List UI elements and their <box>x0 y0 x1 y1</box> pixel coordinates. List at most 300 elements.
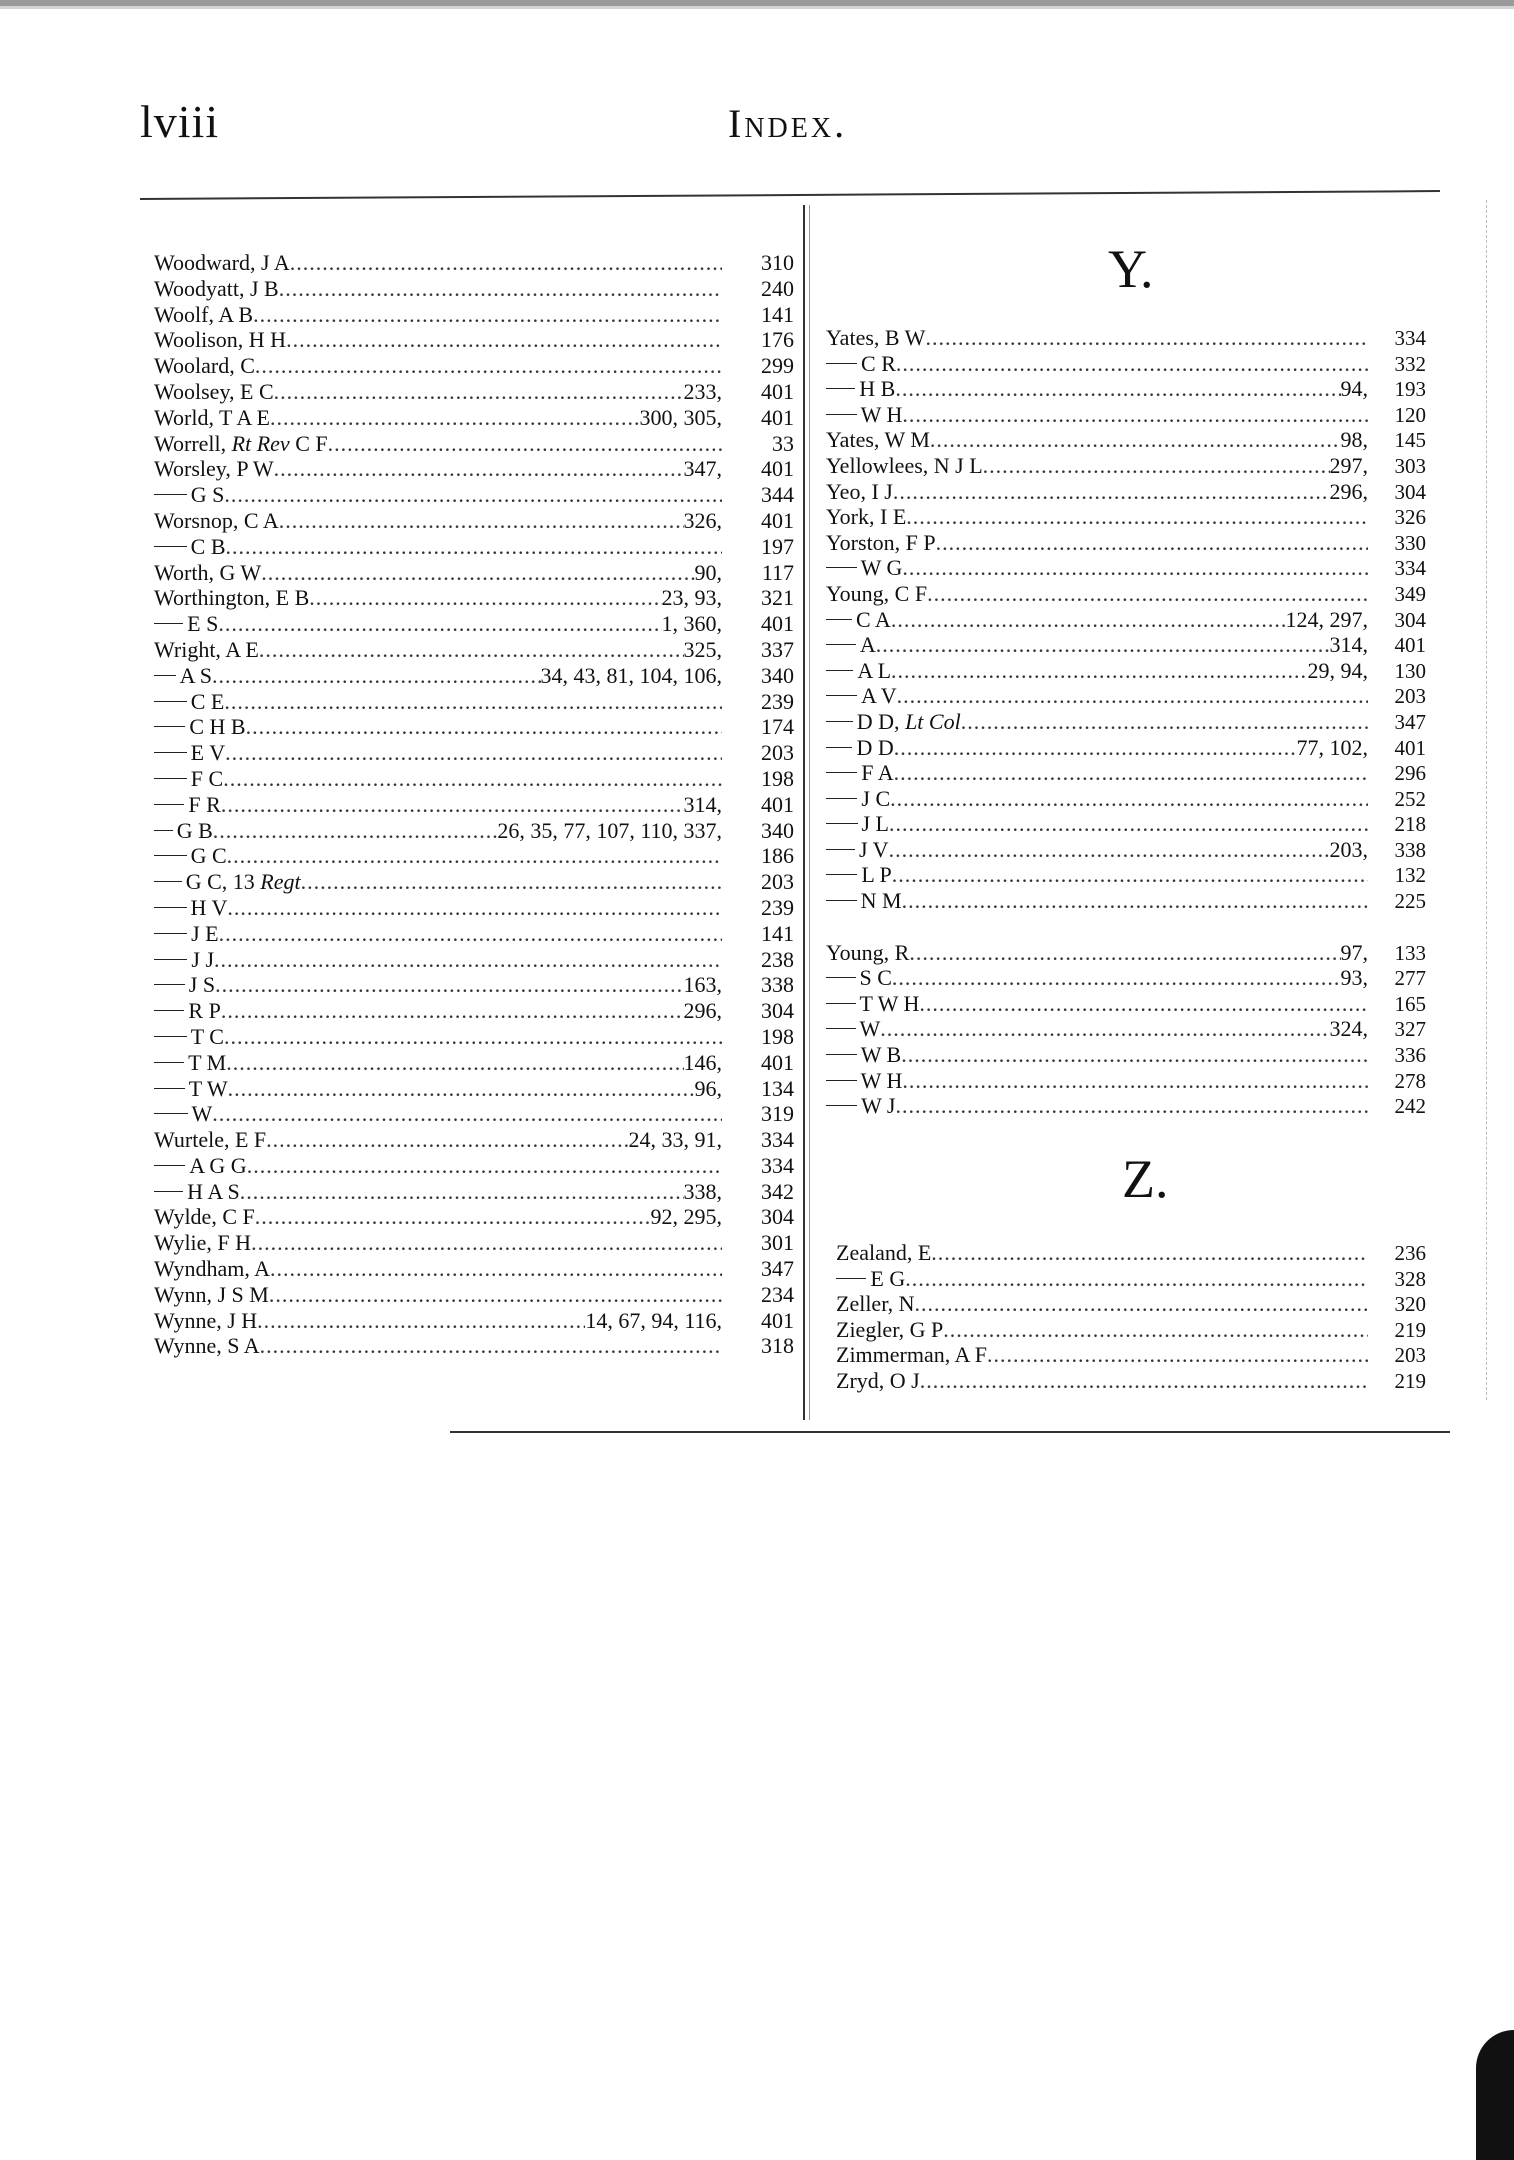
dot-leader <box>915 1291 1368 1317</box>
index-entry <box>826 1068 1426 1094</box>
index-entry <box>154 1256 794 1282</box>
entry-name: J L <box>861 811 889 837</box>
entry-page: 304 <box>1394 607 1426 632</box>
index-entry <box>154 1153 794 1179</box>
index-entry <box>826 530 1426 556</box>
entry-page: 401 <box>761 1307 794 1333</box>
index-entry <box>826 427 1426 453</box>
dot-leader <box>214 947 722 973</box>
entry-name: G C, 13 Regt <box>185 869 301 895</box>
ditto-dash <box>154 932 187 934</box>
ditto-dash <box>826 413 857 415</box>
entry-name: R P <box>188 998 221 1024</box>
ditto-dash <box>826 848 855 850</box>
index-entry <box>826 479 1426 505</box>
entry-name: H A S <box>187 1178 240 1204</box>
index-entry <box>826 940 1426 966</box>
entry-refs: 326, <box>683 507 722 533</box>
entry-name: C B <box>190 533 226 559</box>
index-entry <box>154 1179 794 1205</box>
scan-top-edge-shadow <box>0 6 1514 9</box>
ditto-dash <box>154 1164 185 1166</box>
entry-page: 334 <box>761 1152 794 1178</box>
entry-page: 338 <box>761 972 794 998</box>
entry-refs: 297, <box>1329 452 1368 478</box>
ditto-dash <box>154 545 187 547</box>
entry-name: W H <box>860 401 903 427</box>
dot-leader <box>240 1179 684 1205</box>
entry-page: 203 <box>761 869 794 895</box>
entry-refs: 314, <box>1329 632 1368 658</box>
entry-page: 203 <box>1394 1343 1426 1368</box>
ditto-dash <box>826 746 852 748</box>
entry-page: 318 <box>761 1333 794 1359</box>
dot-leader <box>920 1368 1368 1394</box>
entry-page: 303 <box>1394 453 1426 478</box>
entry-refs: 90, <box>694 559 722 585</box>
entry-name: Wurtele, E F <box>154 1127 267 1153</box>
dot-leader <box>893 479 1330 505</box>
entry-page: 401 <box>761 507 794 533</box>
entry-name: F A <box>861 760 894 786</box>
entry-page: 304 <box>761 998 794 1024</box>
entry-page: 340 <box>761 662 794 688</box>
dot-leader <box>902 888 1368 914</box>
entry-name: D D <box>856 734 894 760</box>
index-entry <box>826 735 1426 761</box>
entry-name: J E <box>191 920 219 946</box>
index-entry <box>154 689 794 715</box>
entry-name: Worrell, Rt Rev C F <box>154 430 328 456</box>
entry-page: 347 <box>761 1256 794 1282</box>
ditto-dash <box>154 751 187 753</box>
index-entry <box>154 1308 794 1334</box>
entry-page: 278 <box>1394 1068 1426 1093</box>
column-divider-secondary <box>809 205 810 1420</box>
index-entry <box>154 766 794 792</box>
entry-name: W B <box>860 1042 902 1068</box>
entry-refs: 146, <box>683 1049 722 1075</box>
dot-leader <box>892 862 1368 888</box>
entry-page: 320 <box>1394 1292 1426 1317</box>
entry-refs: 24, 33, 91, <box>628 1127 722 1153</box>
dot-leader <box>247 1153 722 1179</box>
entry-page: 330 <box>1394 530 1426 555</box>
index-entry <box>154 998 794 1024</box>
entry-name: E S <box>187 611 219 637</box>
entry-page: 334 <box>761 1127 794 1153</box>
ditto-dash <box>154 854 187 856</box>
entry-page: 401 <box>761 1049 794 1075</box>
entry-name: W G <box>860 555 903 581</box>
entry-refs: 203, <box>1329 836 1368 862</box>
index-entry <box>154 405 794 431</box>
entry-page: 401 <box>761 378 794 404</box>
entry-name: N M <box>860 888 902 914</box>
ditto-dash <box>154 803 184 805</box>
entry-name: Zimmerman, A F <box>836 1342 987 1368</box>
ditto-dash <box>826 387 855 389</box>
entry-page: 321 <box>761 585 794 611</box>
index-entry <box>154 482 794 508</box>
page-title: Index. <box>728 101 848 146</box>
dot-leader <box>931 1240 1368 1266</box>
entry-page: 134 <box>761 1075 794 1101</box>
index-entry <box>826 555 1426 581</box>
entry-name: E V <box>190 740 226 766</box>
entry-name: J S <box>188 972 216 998</box>
entry-name: A G G <box>189 1152 247 1178</box>
entry-refs: 23, 93, <box>661 585 722 611</box>
dot-leader <box>253 302 722 328</box>
index-entry <box>154 276 794 302</box>
dot-leader <box>228 1076 695 1102</box>
entry-refs: 325, <box>683 636 722 662</box>
index-entry <box>154 1333 794 1359</box>
entry-name: F C <box>190 765 224 791</box>
ditto-dash <box>154 777 187 779</box>
dot-leader <box>896 351 1368 377</box>
entry-name: Wynne, J H <box>154 1307 258 1333</box>
dot-leader <box>270 1256 722 1282</box>
entry-page: 219 <box>1394 1317 1426 1342</box>
entry-name: W J <box>861 1093 896 1119</box>
index-entry <box>826 683 1426 709</box>
ditto-dash <box>154 622 183 624</box>
dot-leader <box>897 683 1368 709</box>
index-entry <box>836 1317 1426 1343</box>
dot-leader <box>890 786 1368 812</box>
ditto-dash <box>826 720 853 722</box>
entry-refs: 97, <box>1340 939 1368 965</box>
ditto-dash <box>154 1087 185 1089</box>
entry-name: Wyndham, A <box>154 1256 270 1282</box>
dot-leader <box>891 658 1307 684</box>
index-entry <box>826 632 1426 658</box>
entry-page: 165 <box>1394 991 1426 1016</box>
ditto-dash <box>154 700 187 702</box>
index-entry <box>826 325 1426 351</box>
entry-page: 117 <box>761 559 794 585</box>
index-entry <box>154 611 794 637</box>
index-entry <box>826 1016 1426 1042</box>
dot-leader <box>224 482 722 508</box>
index-entry <box>836 1342 1426 1368</box>
dot-leader <box>902 402 1368 428</box>
entry-name: Yates, W M <box>826 427 930 453</box>
entry-page: 203 <box>1394 684 1426 709</box>
dot-leader <box>943 1317 1368 1343</box>
entry-name: Yorston, F P <box>826 529 936 555</box>
entry-page: 186 <box>761 843 794 869</box>
dot-leader <box>266 1127 628 1153</box>
entry-name: J J <box>191 946 215 972</box>
index-entry <box>154 740 794 766</box>
entry-name: Woolsey, E C <box>154 378 274 404</box>
dot-leader <box>269 1282 722 1308</box>
dot-leader <box>309 585 661 611</box>
ditto-dash <box>826 822 858 824</box>
ditto-dash <box>826 1104 857 1106</box>
index-entry <box>154 895 794 921</box>
index-entry <box>826 888 1426 914</box>
index-entry <box>154 560 794 586</box>
entry-refs: 124, 297, <box>1285 606 1368 632</box>
entry-refs: 347, <box>683 456 722 482</box>
entry-name: G B <box>176 817 213 843</box>
ditto-dash <box>826 899 857 901</box>
index-entry <box>154 843 794 869</box>
entry-page: 176 <box>761 327 794 353</box>
dot-leader <box>290 250 722 276</box>
index-entry <box>154 327 794 353</box>
ditto-dash <box>154 493 187 495</box>
ditto-dash <box>826 1079 857 1081</box>
entry-page: 401 <box>761 791 794 817</box>
index-entry <box>154 508 794 534</box>
entry-refs: 92, 295, <box>650 1204 722 1230</box>
index-entry <box>826 581 1426 607</box>
entry-page: 304 <box>1394 479 1426 504</box>
entry-name: C R <box>861 350 896 376</box>
dot-leader <box>902 555 1368 581</box>
entry-page: 133 <box>1394 940 1426 965</box>
entry-name: D D, Lt Col <box>856 708 961 734</box>
entry-refs: 296, <box>683 998 722 1024</box>
entry-name: Woolison, H H <box>154 327 287 353</box>
dot-leader <box>961 709 1368 735</box>
entry-name: Woolf, A B <box>154 301 254 327</box>
index-entry <box>154 456 794 482</box>
entry-name: Wylie, F H <box>154 1230 252 1256</box>
entry-name: A S <box>179 662 213 688</box>
page-folio: lviii <box>140 96 220 147</box>
entry-page: 299 <box>761 353 794 379</box>
index-entry <box>154 379 794 405</box>
entry-page: 344 <box>761 482 794 508</box>
entry-refs: 314, <box>683 791 722 817</box>
entry-refs: 163, <box>683 972 722 998</box>
ditto-dash <box>154 725 185 727</box>
entry-name: W <box>191 1101 213 1127</box>
dot-leader <box>212 1101 722 1127</box>
dot-leader <box>902 1068 1368 1094</box>
ditto-dash <box>826 643 856 645</box>
entry-page: 336 <box>1394 1043 1426 1068</box>
index-entry <box>826 402 1426 428</box>
index-entry <box>836 1240 1426 1266</box>
index-entry <box>836 1266 1426 1292</box>
index-entry <box>154 818 794 844</box>
entry-page: 132 <box>1394 863 1426 888</box>
ditto-dash <box>826 771 857 773</box>
ditto-dash <box>154 958 187 960</box>
entry-refs: 300, 305, <box>639 404 722 430</box>
dot-leader <box>328 431 722 457</box>
index-entry <box>154 869 794 895</box>
index-entry <box>154 921 794 947</box>
dot-leader <box>246 714 722 740</box>
entry-name: Worsnop, C A <box>154 507 279 533</box>
entry-page: 310 <box>761 250 794 275</box>
dot-leader <box>255 353 722 379</box>
dot-leader <box>286 327 722 353</box>
dot-leader <box>892 965 1341 991</box>
dot-leader <box>221 998 684 1024</box>
entry-page: 242 <box>1394 1094 1426 1119</box>
ditto-dash <box>826 873 857 875</box>
index-entry <box>154 1076 794 1102</box>
entry-page: 141 <box>761 920 794 946</box>
dot-leader <box>891 607 1286 633</box>
entry-name: Wynne, S A <box>154 1333 260 1359</box>
dot-leader <box>227 895 722 921</box>
entry-page: 225 <box>1394 889 1426 914</box>
entry-page: 130 <box>1394 658 1426 683</box>
entry-page: 349 <box>1394 581 1426 606</box>
entry-name: G S <box>190 482 225 508</box>
dot-leader <box>927 581 1368 607</box>
dot-leader <box>909 940 1340 966</box>
dot-leader <box>212 663 540 689</box>
ditto-dash <box>826 797 857 799</box>
index-entry <box>826 760 1426 786</box>
entry-name: Wright, A E <box>154 636 259 662</box>
ditto-dash <box>826 618 852 620</box>
entry-page: 301 <box>761 1230 794 1256</box>
entry-name: C A <box>855 606 891 632</box>
entry-page: 338 <box>1394 837 1426 862</box>
dot-leader <box>224 1024 722 1050</box>
ditto-dash <box>826 1002 856 1004</box>
entry-refs: 1, 360, <box>661 611 722 637</box>
index-entry <box>154 1230 794 1256</box>
scan-right-edge <box>1486 200 1488 1400</box>
entry-name: A V <box>861 683 897 709</box>
ditto-dash <box>826 976 856 978</box>
entry-page: 337 <box>761 636 794 662</box>
index-entry <box>154 302 794 328</box>
dot-leader <box>279 508 684 534</box>
entry-refs: 94, <box>1340 376 1368 402</box>
entry-page: 326 <box>1394 505 1426 530</box>
entry-refs: 96, <box>694 1075 722 1101</box>
entry-page: 340 <box>761 817 794 843</box>
ditto-dash <box>826 1027 856 1029</box>
entry-name: Woolard, C <box>154 353 255 379</box>
dot-leader <box>876 632 1330 658</box>
entry-name: Yellowlees, N J L <box>826 452 983 478</box>
entry-page: 120 <box>1394 402 1426 427</box>
index-column-y <box>826 325 1426 1119</box>
index-entry <box>826 453 1426 479</box>
dot-leader <box>925 325 1368 351</box>
dot-leader <box>213 818 498 844</box>
dot-leader <box>218 611 661 637</box>
index-entry <box>154 585 794 611</box>
dot-leader <box>894 760 1368 786</box>
entry-name: Woodward, J A <box>154 250 290 275</box>
ditto-dash <box>154 1061 184 1063</box>
entry-refs: 324, <box>1329 1016 1368 1042</box>
section-letter-y: Y. <box>1108 239 1154 299</box>
dot-leader <box>270 405 640 431</box>
dot-leader <box>251 1230 722 1256</box>
dot-leader <box>227 843 722 869</box>
dot-leader <box>919 991 1368 1017</box>
index-entry <box>836 1368 1426 1394</box>
entry-name: Yeo, I J <box>826 478 893 504</box>
index-entry <box>154 1282 794 1308</box>
index-entry <box>826 1093 1426 1119</box>
entry-refs: 29, 94, <box>1307 657 1368 683</box>
dot-leader <box>226 534 723 560</box>
dot-leader <box>895 376 1340 402</box>
dot-leader <box>905 1266 1368 1292</box>
entry-name: G C <box>190 843 227 869</box>
entry-page: 347 <box>1394 709 1426 734</box>
entry-name: H B <box>859 376 896 402</box>
index-entry <box>826 965 1426 991</box>
entry-page: 193 <box>1394 377 1426 402</box>
entry-name: Young, R <box>826 939 910 965</box>
dot-leader <box>224 689 722 715</box>
entry-refs: 14, 67, 94, 116, <box>585 1307 722 1333</box>
index-entry <box>154 1101 794 1127</box>
entry-refs: 77, 102, <box>1296 734 1368 760</box>
page-curl-shadow <box>1476 2030 1514 2160</box>
ditto-dash <box>826 669 853 671</box>
dot-leader <box>219 921 722 947</box>
entry-page: 141 <box>761 301 794 327</box>
entry-page: 342 <box>761 1178 794 1204</box>
dot-leader <box>906 504 1368 530</box>
section-letter-z: Z. <box>1122 1149 1169 1209</box>
entry-refs: 34, 43, 81, 104, 106, <box>540 662 722 688</box>
ditto-dash <box>154 983 185 985</box>
dot-leader <box>261 560 694 586</box>
dot-leader <box>279 276 722 302</box>
entry-page: 234 <box>761 1281 794 1307</box>
ditto-dash <box>836 1277 866 1279</box>
dot-leader <box>274 379 684 405</box>
entry-name: C E <box>190 688 225 714</box>
entry-refs: 26, 35, 77, 107, 110, 337, <box>497 817 722 843</box>
index-entry <box>154 972 794 998</box>
entry-name: Worth, G W <box>154 559 262 585</box>
entry-page: 277 <box>1394 966 1426 991</box>
entry-name: Wylde, C F <box>154 1204 255 1230</box>
entry-refs: 93, <box>1340 965 1368 991</box>
index-entry <box>826 811 1426 837</box>
entry-name: T W <box>188 1075 228 1101</box>
entry-name: York, I E <box>826 504 907 530</box>
index-entry <box>154 250 794 276</box>
entry-name: E G <box>870 1265 906 1291</box>
entry-refs: 296, <box>1329 478 1368 504</box>
entry-name: Young, C F <box>826 580 928 606</box>
index-entry <box>836 1291 1426 1317</box>
entry-page: 236 <box>1394 1241 1426 1265</box>
entry-page: 319 <box>761 1101 794 1127</box>
entry-name: Ziegler, G P <box>836 1316 944 1342</box>
dot-leader <box>255 1204 651 1230</box>
dot-leader <box>880 1016 1329 1042</box>
index-entry <box>826 376 1426 402</box>
dot-leader <box>225 740 722 766</box>
entry-page: 219 <box>1394 1368 1426 1393</box>
entry-page: 218 <box>1394 812 1426 837</box>
